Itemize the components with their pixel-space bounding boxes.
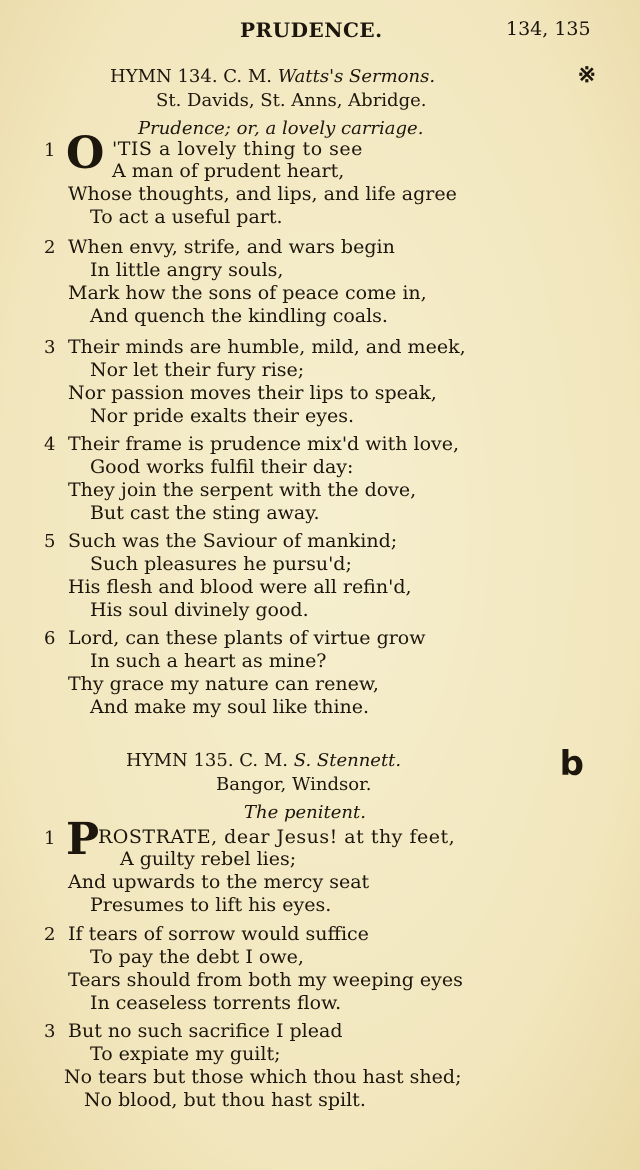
verse-line: Tears should from both my weeping eyes [68,969,463,991]
verse-line: But no such sacrifice I plead [68,1020,343,1042]
verse-number: 6 [44,628,56,649]
drop-cap: O [66,128,105,179]
verse-line: Good works fulfil their day: [90,456,354,478]
verse-line: To pay the debt I owe, [90,946,304,968]
section-title: PRUDENCE. [240,18,383,42]
verse-line: They join the serpent with the dove, [68,479,417,501]
verse-line: Their frame is prudence mix'd with love, [68,433,460,455]
verse-line: No blood, but thou hast spilt. [84,1089,366,1111]
verse-line: ROSTRATE, dear Jesus! at thy feet, [98,826,456,848]
verse-number: 1 [44,828,56,849]
verse-line: Thy grace my nature can renew, [68,673,379,695]
verse-line: Such was the Saviour of mankind; [68,530,398,552]
verse-line: Such pleasures he pursu'd; [90,553,352,575]
verse-line: A guilty rebel lies; [120,848,297,870]
verse-line: In ceaseless torrents flow. [90,992,342,1014]
verse-line: Their minds are humble, mild, and meek, [68,336,466,358]
verse-number: 3 [44,337,56,358]
verse-line: Presumes to lift his eyes. [90,894,332,916]
verse-line: When envy, strife, and wars begin [68,236,395,258]
verse-line: To act a useful part. [90,206,283,228]
verse-line: But cast the sting away. [90,502,320,524]
verse-number: 4 [44,434,56,455]
verse-line: His flesh and blood were all refin'd, [68,576,412,598]
ornament-icon: ※ [577,62,596,88]
hymn-134-tunes: St. Davids, St. Anns, Abridge. [156,90,427,111]
verse-number: 5 [44,531,56,552]
hymn-134-title: HYMN 134. C. M. [110,66,273,87]
hymn-134-subject: Prudence; or, a lovely carriage. [138,118,424,139]
hymn-134-title-line [110,66,435,87]
verse-line: 'TIS a lovely thing to see [112,138,363,160]
verse-line: And make my soul like thine. [90,696,370,718]
verse-number: 2 [44,237,56,258]
page-numbers: 134, 135 [506,18,591,40]
drop-cap: P [66,814,100,865]
verse-line: No tears but those which thou hast shed; [64,1066,462,1088]
verse-line: And quench the kindling coals. [90,305,388,327]
verse-line: In such a heart as mine? [90,650,327,672]
verse-number: 2 [44,924,56,945]
verse-line: Mark how the sons of peace come in, [68,282,427,304]
hymn-135-title-line [126,750,401,771]
verse-line: If tears of sorrow would suffice [68,923,369,945]
verse-line: In little angry souls, [90,259,284,281]
verse-line: Lord, can these plants of virtue grow [68,627,426,649]
verse-line: Nor pride exalts their eyes. [90,405,355,427]
verse-line: His soul divinely good. [90,599,309,621]
signature-mark: b [559,744,584,784]
hymn-134-author: Watts's Sermons. [277,66,436,87]
hymn-135-author: S. Stennett. [293,750,402,771]
verse-line: Whose thoughts, and lips, and life agree [68,183,457,205]
verse-line: Nor passion moves their lips to speak, [68,382,437,404]
hymn-135-subject: The penitent. [244,802,366,823]
hymn-135-tunes: Bangor, Windsor. [216,774,372,795]
verse-line: A man of prudent heart, [112,160,345,182]
hymn-135-title: HYMN 135. C. M. [126,750,289,771]
verse-line: And upwards to the mercy seat [68,871,370,893]
running-head [0,18,640,48]
verse-number: 1 [44,140,56,161]
verse-line: Nor let their fury rise; [90,359,305,381]
verse-number: 3 [44,1021,56,1042]
verse-line: To expiate my guilt; [90,1043,281,1065]
